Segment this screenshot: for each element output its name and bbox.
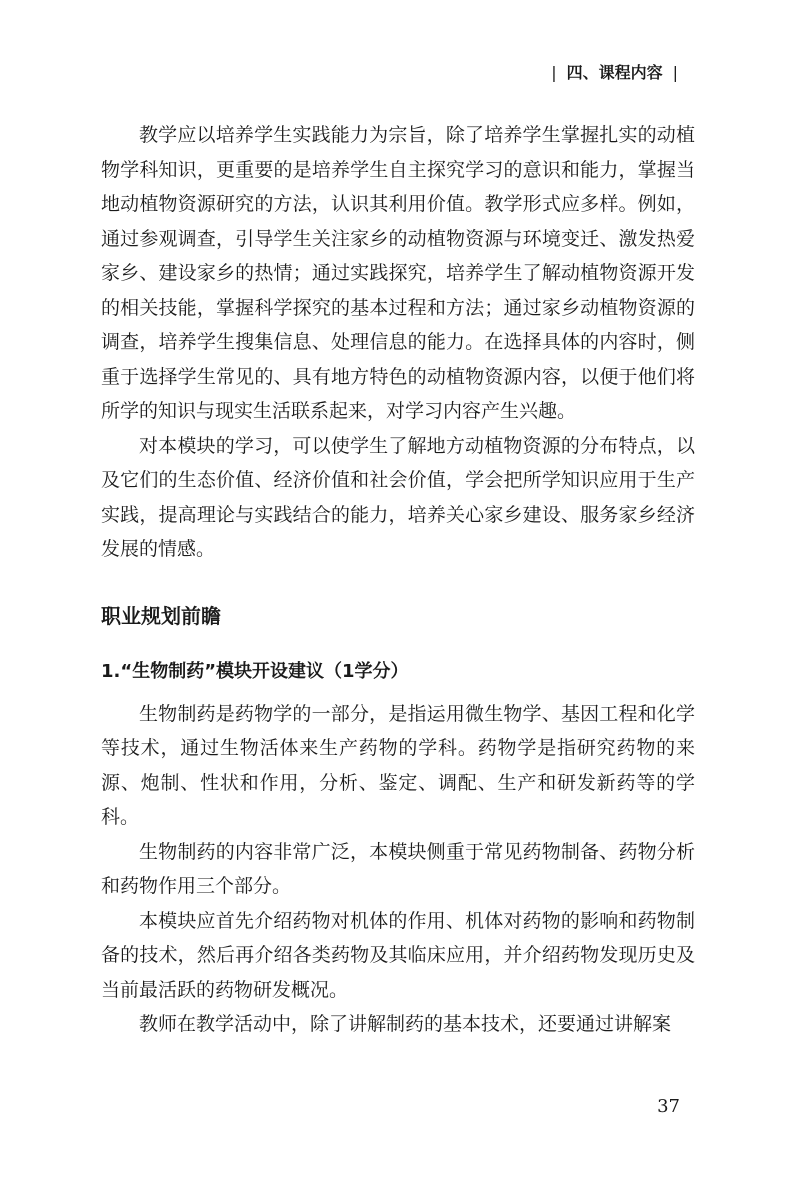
paragraph-teaching-methods: 教学应以培养学生实践能力为宗旨，除了培养学生掌握扎实的动植物学科知识，更重要的是培养学生自主探究学习的意识和能力，掌握当地动植物资源研究的方法，认识其利用价值。教学形式应多样。例如，通过参观调查，引导学生关注家乡的动植物资源与环境变迁、激发热爱家乡、建设家乡的热情；通过实践探究，培养学生了解动植物资源开发的相关技能，掌握科学探究的基本过程和方法；通过家乡动植物资源的调查，培养学生搜集信息、处理信息的能力。在选择具体的内容时，侧重于选择学生常见的、具有地方特色的动植物资源内容，以便于他们将所学的知识与现实生活联系起来，对学习内容产生兴趣。 (101, 124, 695, 422)
page-body (101, 118, 695, 1042)
page-number: 37 (657, 1096, 680, 1117)
chapter-title: 四、课程内容 (566, 63, 663, 82)
paragraph-teacher: 教师在教学活动中，除了讲解制药的基本技术，还要通过讲解案 (139, 1013, 672, 1035)
paragraph-structure: 本模块应首先介绍药物对机体的作用、机体对药物的影响和药物制备的技术，然后再介绍各类药物及其临床应用，并介绍药物发现历史及当前最活跃的药物研发概况。 (101, 909, 695, 1001)
paragraph-definition: 生物制药是药物学的一部分，是指运用微生物学、基因工程和化学等技术，通过生物活体来生产药物的学科。药物学是指研究药物的来源、炮制、性状和作用，分析、鉴定、调配、生产和研发新药等的学科。 (101, 702, 695, 828)
section-heading: 职业规划前瞻 (101, 603, 221, 628)
paragraph-module-goals: 对本模块的学习，可以使学生了解地方动植物资源的分布特点，以及它们的生态价值、经济价值和社会价值，学会把所学知识应用于生产实践，提高理论与实践结合的能力，培养关心家乡建设、服务家乡经济发展的情感。 (101, 434, 695, 560)
paragraph-scope: 生物制药的内容非常广泛，本模块侧重于常见药物制备、药物分析和药物作用三个部分。 (101, 840, 695, 897)
running-header (541, 62, 688, 84)
header-divider-right: | (672, 63, 678, 82)
header-divider-left: | (551, 63, 557, 82)
module-heading: 1.“生物制药”模块开设建议（1学分） (101, 660, 409, 682)
